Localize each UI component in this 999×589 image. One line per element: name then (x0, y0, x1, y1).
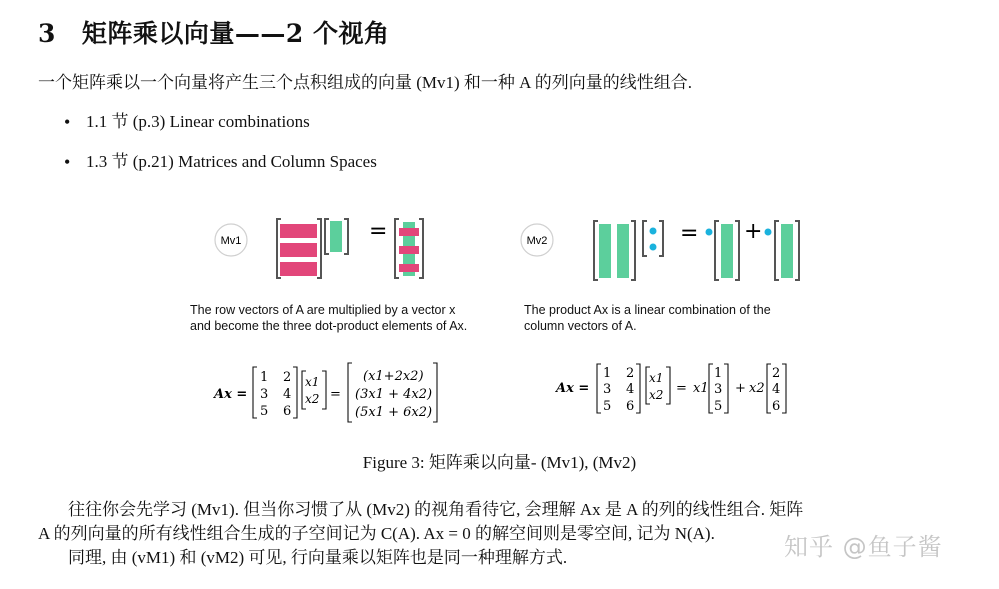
paragraph-line: 往往你会先学习 (Mv1). 但当你习惯了从 (Mv2) 的视角看待它, 会理解 Ax 是 A 的列的线性组合. 矩阵 (68, 500, 804, 519)
eq-right-c20: 2 (772, 366, 781, 381)
eq-right-m10: 3 (603, 382, 612, 397)
eq-left-m20: 5 (260, 404, 269, 419)
eq-right-coef1: x1 (693, 381, 709, 396)
section-number: 3 (38, 19, 56, 48)
mv2-badge-label: Mv2 (526, 235, 548, 247)
mv1-result (395, 219, 423, 278)
mv2-plus: + (744, 219, 763, 244)
mv2-coef1 (706, 229, 713, 236)
eq-right-c22: 6 (772, 399, 781, 414)
eq-right-m01: 2 (626, 366, 635, 381)
eq-right-c10: 1 (714, 366, 723, 381)
eq-left-m21: 6 (283, 404, 292, 419)
eq-right-m11: 4 (626, 382, 635, 397)
mv2-vector (643, 221, 663, 256)
eq-left-m00: 1 (260, 370, 269, 385)
mv2-equals: = (680, 221, 699, 246)
mv2-caption-line: column vectors of A. (524, 319, 637, 333)
reference-item: • 1.3 节 (p.21) Matrices and Column Spaces (64, 150, 377, 190)
intro-text: 一个矩阵乘以一个向量将产生三个点积组成的向量 (Mv1) 和一种 A 的列向量的线性组合. (38, 73, 693, 92)
eq-left-m10: 3 (260, 387, 269, 402)
mv2-col1 (715, 221, 739, 280)
mv1-caption-line: and become the three dot-product elements of Ax. (190, 319, 468, 333)
eq-left-r0: (x1+2x2) (363, 369, 424, 384)
mv1-equals: = (369, 219, 388, 244)
mv2-matrix (594, 221, 635, 280)
eq-right-equals: = (676, 381, 687, 396)
eq-left-m01: 2 (283, 370, 292, 385)
eq-right-x1: x1 (649, 371, 664, 385)
mv1-caption (190, 302, 467, 334)
eq-right-lhs: Ax = (556, 381, 590, 396)
mv2-col2 (775, 221, 799, 280)
eq-left-r2: (5x1 + 6x2) (355, 405, 433, 420)
eq-right-m00: 1 (603, 366, 612, 381)
eq-right-c21: 4 (772, 382, 781, 397)
eq-left-m11: 4 (283, 387, 292, 402)
mv1-caption-line: The row vectors of A are multiplied by a vector x (190, 303, 456, 317)
eq-right-m20: 5 (603, 399, 612, 414)
mv1-vector (325, 219, 348, 254)
eq-right-c12: 5 (714, 399, 723, 414)
eq-left-equals: = (330, 387, 341, 402)
eq-left-lhs: Ax = (214, 387, 248, 402)
mv2-coef2 (765, 229, 772, 236)
eq-left-x1: x1 (305, 375, 320, 389)
mv2-caption-line: The product Ax is a linear combination of the (524, 303, 771, 317)
eq-left-x2: x2 (305, 392, 320, 406)
reference-item: • 1.1 节 (p.3) Linear combinations (64, 110, 377, 150)
section-title: 矩阵乘以向量——2 个视角 (81, 19, 390, 48)
mv1-matrix (277, 219, 321, 278)
eq-left-r1: (3x1 + 4x2) (355, 387, 433, 402)
figure-caption: Figure 3: 矩阵乘以向量- (Mv1), (Mv2) (362, 453, 637, 472)
eq-right-plus: + (735, 381, 746, 396)
eq-right-coef2: x2 (749, 381, 765, 396)
mv2-caption (524, 302, 771, 334)
eq-right-c11: 3 (714, 382, 723, 397)
zhihu-watermark: 知乎 @鱼子酱 (784, 533, 943, 561)
mv1-equation (212, 363, 437, 422)
paragraph-line: A 的列向量的所有线性组合生成的子空间记为 C(A). Ax = 0 的解空间则是零空间, 记为 N(A). (38, 524, 715, 543)
mv1-badge-label: Mv1 (220, 235, 242, 247)
mv2-equation (554, 364, 786, 414)
eq-right-x2: x2 (649, 388, 664, 402)
paragraph-line: 同理, 由 (vM1) 和 (vM2) 可见, 行向量乘以矩阵也是同一种理解方式. (68, 548, 568, 567)
eq-right-m21: 6 (626, 399, 635, 414)
